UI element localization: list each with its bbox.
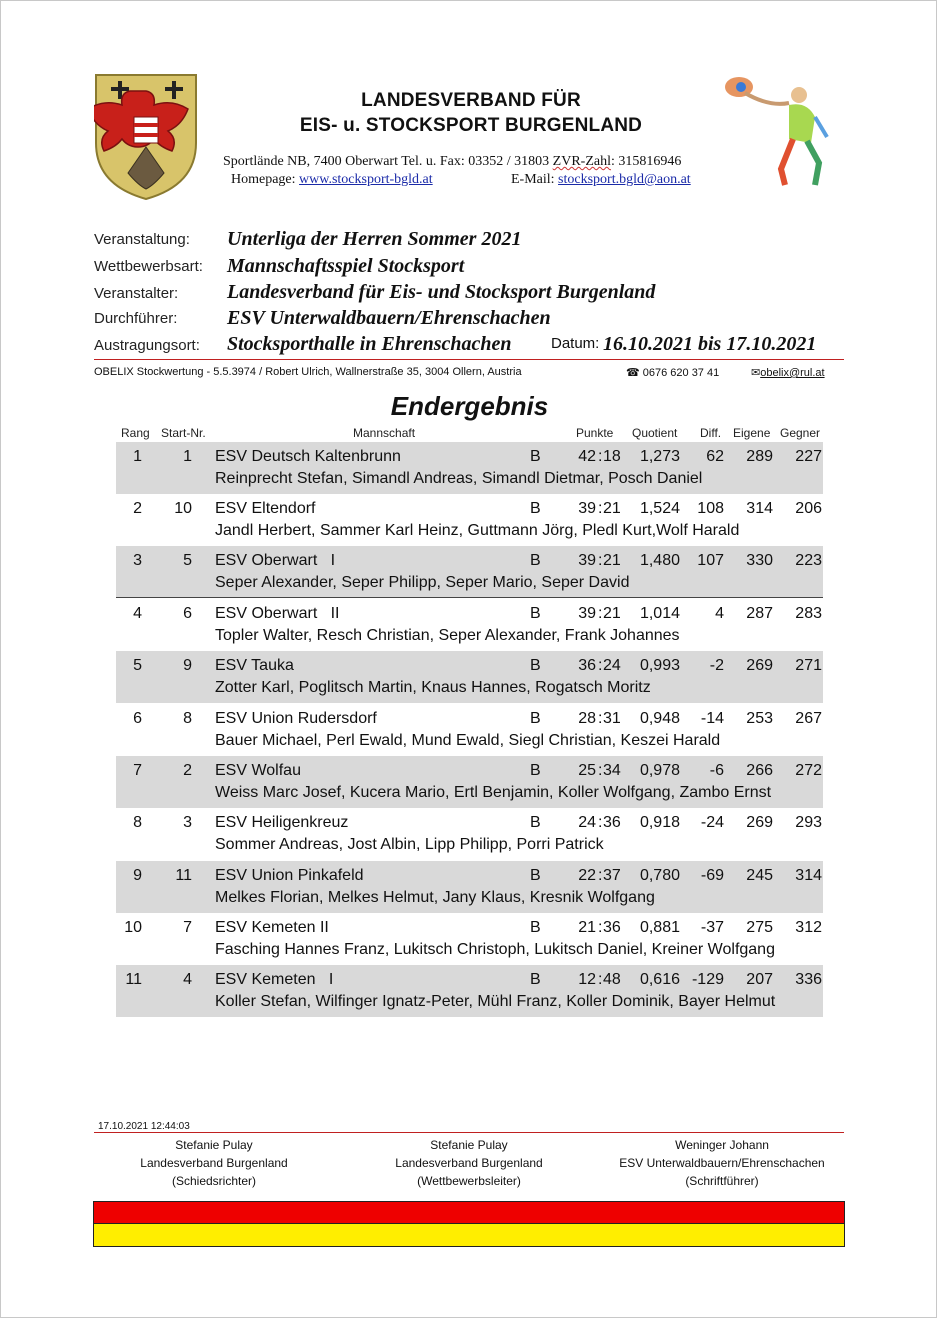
start-cell: 2	[183, 762, 192, 779]
quotient-cell: 1,273	[639, 448, 680, 465]
start-cell: 4	[183, 971, 192, 988]
org-address	[223, 154, 681, 170]
players-cell: Melkes Florian, Melkes Helmut, Jany Klaus, Kresnik Wolfgang	[215, 889, 655, 906]
start-cell: 6	[183, 605, 192, 622]
rang-cell: 8	[133, 814, 142, 831]
group-separator	[116, 597, 823, 598]
eigene-cell: 245	[746, 867, 773, 884]
austragungsort-value: Stocksporthalle in Ehrenschachen	[227, 333, 512, 355]
col-punkte: Punkte	[576, 426, 614, 440]
diff-cell: -2	[709, 657, 724, 674]
durchfuehrer-value: ESV Unterwaldbauern/Ehrenschachen	[227, 307, 551, 329]
veranstalter-value: Landesverband für Eis- und Stocksport Burgenland	[227, 281, 656, 303]
datum-value: 16.10.2021 bis 17.10.2021	[603, 333, 817, 355]
veranstalter-label: Veranstalter:	[94, 285, 179, 302]
gegner-cell: 206	[795, 500, 822, 517]
page-title: Endergebnis	[390, 391, 549, 421]
table-row: 11 4 ESV Kemeten I B 12 : 48 0,616 -129 207 336 Koller Stefan, Wilfinger Ignatz-Peter, Mühl Franz, Koller Dominik, Bayer Helmut	[116, 965, 823, 1017]
flag-red-band	[93, 1201, 845, 1223]
points-a-cell: 36	[578, 657, 596, 674]
rang-cell: 7	[133, 762, 142, 779]
footer-divider	[94, 1132, 844, 1133]
team-cell: ESV Kemeten I	[215, 971, 334, 988]
burgenland-crest-icon	[94, 73, 198, 201]
rang-cell: 11	[125, 971, 142, 988]
players-cell: Koller Stefan, Wilfinger Ignatz-Peter, Mühl Franz, Koller Dominik, Bayer Helmut	[215, 993, 776, 1010]
software-mail-link[interactable]: obelix@rul.at	[760, 367, 825, 379]
signature-role: (Schiedsrichter)	[171, 1174, 257, 1188]
rang-cell: 2	[133, 500, 142, 517]
eigene-cell: 287	[746, 605, 773, 622]
signature-wettbewerbsleiter	[349, 1136, 589, 1190]
veranstaltung-label: Veranstaltung:	[94, 231, 190, 248]
datum-label: Datum:	[551, 335, 600, 352]
eigene-cell: 275	[746, 919, 773, 936]
players-cell: Reinprecht Stefan, Simandl Andreas, Simandl Dietmar, Posch Daniel	[215, 470, 703, 487]
players-cell: Topler Walter, Resch Christian, Seper Alexander, Frank Johannes	[215, 627, 680, 644]
gegner-cell: 223	[795, 552, 822, 569]
start-cell: 5	[183, 552, 192, 569]
diff-cell: 107	[697, 552, 724, 569]
wettbewerbsart-label: Wettbewerbsart:	[94, 258, 203, 275]
group-cell: B	[530, 919, 541, 936]
points-a-cell: 25	[578, 762, 596, 779]
points-a-cell: 24	[578, 814, 596, 831]
points-b-cell: 18	[603, 448, 621, 465]
homepage-link[interactable]: www.stocksport-bgld.at	[299, 172, 433, 187]
start-cell: 11	[175, 867, 192, 884]
gegner-cell: 314	[795, 867, 822, 884]
start-cell: 9	[183, 657, 192, 674]
points-b-cell: 34	[603, 762, 621, 779]
points-a-cell: 22	[578, 867, 596, 884]
points-a-cell: 39	[578, 605, 596, 622]
quotient-cell: 0,616	[639, 971, 680, 988]
team-cell: ESV Union Pinkafeld	[215, 867, 364, 884]
rang-cell: 5	[133, 657, 142, 674]
table-row: 6 8 ESV Union Rudersdorf B 28 : 31 0,948 -14 253 267 Bauer Michael, Perl Ewald, Mund Ewald, Siegl Christian, Keszei Harald	[116, 704, 823, 756]
col-eigene: Eigene	[733, 426, 771, 440]
signature-schriftfuehrer	[602, 1136, 842, 1190]
diff-cell: 62	[706, 448, 724, 465]
col-start: Start-Nr.	[161, 426, 206, 440]
diff-cell: -129	[691, 971, 724, 988]
signature-name: Stefanie Pulay	[175, 1138, 253, 1152]
signature-role: (Schriftführer)	[685, 1174, 759, 1188]
quotient-cell: 0,978	[639, 762, 680, 779]
players-cell: Bauer Michael, Perl Ewald, Mund Ewald, Siegl Christian, Keszei Harald	[215, 732, 721, 749]
print-timestamp: 17.10.2021 12:44:03	[98, 1121, 190, 1132]
rang-cell: 1	[133, 448, 142, 465]
points-b-cell: 31	[603, 710, 621, 727]
table-row: 9 11 ESV Union Pinkafeld B 22 : 37 0,780 -69 245 314 Melkes Florian, Melkes Helmut, Jany Klaus, Kresnik Wolfgang	[116, 861, 823, 913]
mail-icon: ✉	[751, 367, 761, 379]
homepage	[231, 172, 433, 188]
team-cell: ESV Wolfau	[215, 762, 301, 779]
start-cell: 7	[183, 919, 192, 936]
diff-cell: 4	[715, 605, 724, 622]
gegner-cell: 271	[795, 657, 822, 674]
eigene-cell: 330	[746, 552, 773, 569]
team-cell: ESV Eltendorf	[215, 500, 316, 517]
group-cell: B	[530, 500, 541, 517]
signature-org: ESV Unterwaldbauern/Ehrenschachen	[619, 1156, 825, 1170]
group-cell: B	[530, 605, 541, 622]
points-a-cell: 39	[578, 552, 596, 569]
group-cell: B	[530, 710, 541, 727]
quotient-cell: 0,881	[639, 919, 680, 936]
team-cell: ESV Oberwart II	[215, 605, 340, 622]
header-divider	[94, 359, 844, 360]
col-gegner: Gegner	[780, 426, 821, 440]
table-row: 1 1 ESV Deutsch Kaltenbrunn B 42 : 18 1,273 62 289 227 Reinprecht Stefan, Simandl Andreas, Simandl Dietmar, Posch Daniel	[116, 442, 823, 494]
quotient-cell: 0,918	[639, 814, 680, 831]
email	[511, 172, 691, 188]
homepage-label: Homepage:	[231, 172, 300, 187]
points-b-cell: 21	[603, 552, 621, 569]
gegner-cell: 272	[795, 762, 822, 779]
eigene-cell: 253	[746, 710, 773, 727]
table-row: 7 2 ESV Wolfau B 25 : 34 0,978 -6 266 272 Weiss Marc Josef, Kucera Mario, Ertl Benjamin, Koller Wolfgang, Zambo Ernst	[116, 756, 823, 808]
team-cell: ESV Tauka	[215, 657, 294, 674]
team-cell: ESV Union Rudersdorf	[215, 710, 377, 727]
table-row: 3 5 ESV Oberwart I B 39 : 21 1,480 107 330 223 Seper Alexander, Seper Philipp, Seper Mario, Seper David	[116, 546, 823, 598]
eigene-cell: 266	[746, 762, 773, 779]
team-cell: ESV Heiligenkreuz	[215, 814, 349, 831]
eigene-cell: 269	[746, 657, 773, 674]
quotient-cell: 1,480	[639, 552, 680, 569]
start-cell: 8	[183, 710, 192, 727]
software-phone: ☎ 0676 620 37 41	[626, 367, 720, 379]
rang-cell: 3	[133, 552, 142, 569]
table-row: 4 6 ESV Oberwart II B 39 : 21 1,014 4 287 283 Topler Walter, Resch Christian, Seper Alexander, Frank Johannes	[116, 599, 823, 651]
rang-cell: 9	[133, 867, 142, 884]
durchfuehrer-label: Durchführer:	[94, 310, 178, 327]
gegner-cell: 227	[795, 448, 822, 465]
points-a-cell: 21	[578, 919, 596, 936]
table-row: 10 7 ESV Kemeten II B 21 : 36 0,881 -37 275 312 Fasching Hannes Franz, Lukitsch Christoph, Lukitsch Daniel, Kreiner Wolfgang	[116, 913, 823, 965]
players-cell: Seper Alexander, Seper Philipp, Seper Mario, Seper David	[215, 574, 630, 591]
rang-cell: 6	[133, 710, 142, 727]
stock-player-icon	[719, 73, 839, 191]
eigene-cell: 207	[746, 971, 773, 988]
table-row: 5 9 ESV Tauka B 36 : 24 0,993 -2 269 271 Zotter Karl, Poglitsch Martin, Knaus Hannes, Rogatsch Moritz	[116, 651, 823, 703]
group-cell: B	[530, 814, 541, 831]
quotient-cell: 1,014	[639, 605, 680, 622]
team-cell: ESV Kemeten II	[215, 919, 329, 936]
col-quotient: Quotient	[632, 426, 678, 440]
diff-cell: 108	[697, 500, 724, 517]
flag-yellow-band	[93, 1223, 845, 1247]
points-b-cell: 21	[603, 500, 621, 517]
diff-cell: -24	[700, 814, 724, 831]
points-a-cell: 12	[578, 971, 596, 988]
table-row: 2 10 ESV Eltendorf B 39 : 21 1,524 108 314 206 Jandl Herbert, Sammer Karl Heinz, Guttmann Jörg, Pledl Kurt,Wolf Harald	[116, 494, 823, 546]
col-rang: Rang	[121, 426, 150, 440]
eigene-cell: 289	[746, 448, 773, 465]
signature-role: (Wettbewerbsleiter)	[417, 1174, 521, 1188]
org-title-line2: EIS- u. STOCKSPORT BURGENLAND	[299, 115, 643, 136]
org-title-line1: LANDESVERBAND FÜR	[361, 90, 581, 111]
players-cell: Weiss Marc Josef, Kucera Mario, Ertl Benjamin, Koller Wolfgang, Zambo Ernst	[215, 784, 772, 801]
points-b-cell: 36	[603, 814, 621, 831]
diff-cell: -14	[700, 710, 724, 727]
points-b-cell: 48	[603, 971, 621, 988]
gegner-cell: 312	[795, 919, 822, 936]
gegner-cell: 293	[795, 814, 822, 831]
points-b-cell: 36	[603, 919, 621, 936]
signature-org: Landesverband Burgenland	[395, 1156, 543, 1170]
software-mail	[751, 366, 825, 379]
email-link[interactable]: stocksport.bgld@aon.at	[558, 172, 691, 187]
col-mannschaft: Mannschaft	[353, 426, 416, 440]
start-cell: 3	[183, 814, 192, 831]
gegner-cell: 283	[795, 605, 822, 622]
group-cell: B	[530, 867, 541, 884]
start-cell: 1	[183, 448, 192, 465]
group-cell: B	[530, 762, 541, 779]
quotient-cell: 0,948	[639, 710, 680, 727]
quotient-cell: 1,524	[639, 500, 680, 517]
signature-name: Weninger Johann	[675, 1138, 769, 1152]
points-a-cell: 39	[578, 500, 596, 517]
quotient-cell: 0,993	[639, 657, 680, 674]
players-cell: Zotter Karl, Poglitsch Martin, Knaus Hannes, Rogatsch Moritz	[215, 679, 651, 696]
gegner-cell: 267	[795, 710, 822, 727]
points-b-cell: 37	[603, 867, 621, 884]
austragungsort-label: Austragungsort:	[94, 337, 200, 354]
points-b-cell: 24	[603, 657, 621, 674]
diff-cell: -37	[700, 919, 724, 936]
points-a-cell: 28	[578, 710, 596, 727]
group-cell: B	[530, 971, 541, 988]
signature-org: Landesverband Burgenland	[140, 1156, 288, 1170]
group-cell: B	[530, 657, 541, 674]
diff-cell: -69	[700, 867, 724, 884]
signature-name: Stefanie Pulay	[430, 1138, 508, 1152]
team-cell: ESV Oberwart I	[215, 552, 336, 569]
zvr-label: ZVR-Zahl	[552, 154, 611, 169]
col-diff: Diff.	[700, 426, 722, 440]
rang-cell: 10	[124, 919, 142, 936]
eigene-cell: 269	[746, 814, 773, 831]
veranstaltung-value: Unterliga der Herren Sommer 2021	[227, 228, 522, 250]
points-b-cell: 21	[603, 605, 621, 622]
players-cell: Sommer Andreas, Jost Albin, Lipp Philipp, Porri Patrick	[215, 836, 604, 853]
points-a-cell: 42	[578, 448, 596, 465]
players-cell: Fasching Hannes Franz, Lukitsch Christoph, Lukitsch Daniel, Kreiner Wolfgang	[215, 941, 775, 958]
software-credit: OBELIX Stockwertung - 5.5.3974 / Robert Ulrich, Wallnerstraße 35, 3004 Ollern, Austria	[94, 366, 522, 378]
players-cell: Jandl Herbert, Sammer Karl Heinz, Guttmann Jörg, Pledl Kurt,Wolf Harald	[215, 522, 740, 539]
table-row: 8 3 ESV Heiligenkreuz B 24 : 36 0,918 -24 269 293 Sommer Andreas, Jost Albin, Lipp Philipp, Porri Patrick	[116, 808, 823, 860]
start-cell: 10	[174, 500, 192, 517]
group-cell: B	[530, 552, 541, 569]
signature-schiedsrichter	[94, 1136, 334, 1190]
rang-cell: 4	[133, 605, 142, 622]
quotient-cell: 0,780	[639, 867, 680, 884]
email-label: E-Mail:	[511, 172, 559, 187]
address-text: Sportlände NB, 7400 Oberwart Tel. u. Fax: 03352 / 31803	[223, 154, 553, 169]
group-cell: B	[530, 448, 541, 465]
wettbewerbsart-value: Mannschaftsspiel Stocksport	[227, 255, 465, 277]
eigene-cell: 314	[746, 500, 773, 517]
diff-cell: -6	[709, 762, 724, 779]
team-cell: ESV Deutsch Kaltenbrunn	[215, 448, 401, 465]
gegner-cell: 336	[795, 971, 822, 988]
zvr-value: : 315816946	[611, 154, 682, 169]
